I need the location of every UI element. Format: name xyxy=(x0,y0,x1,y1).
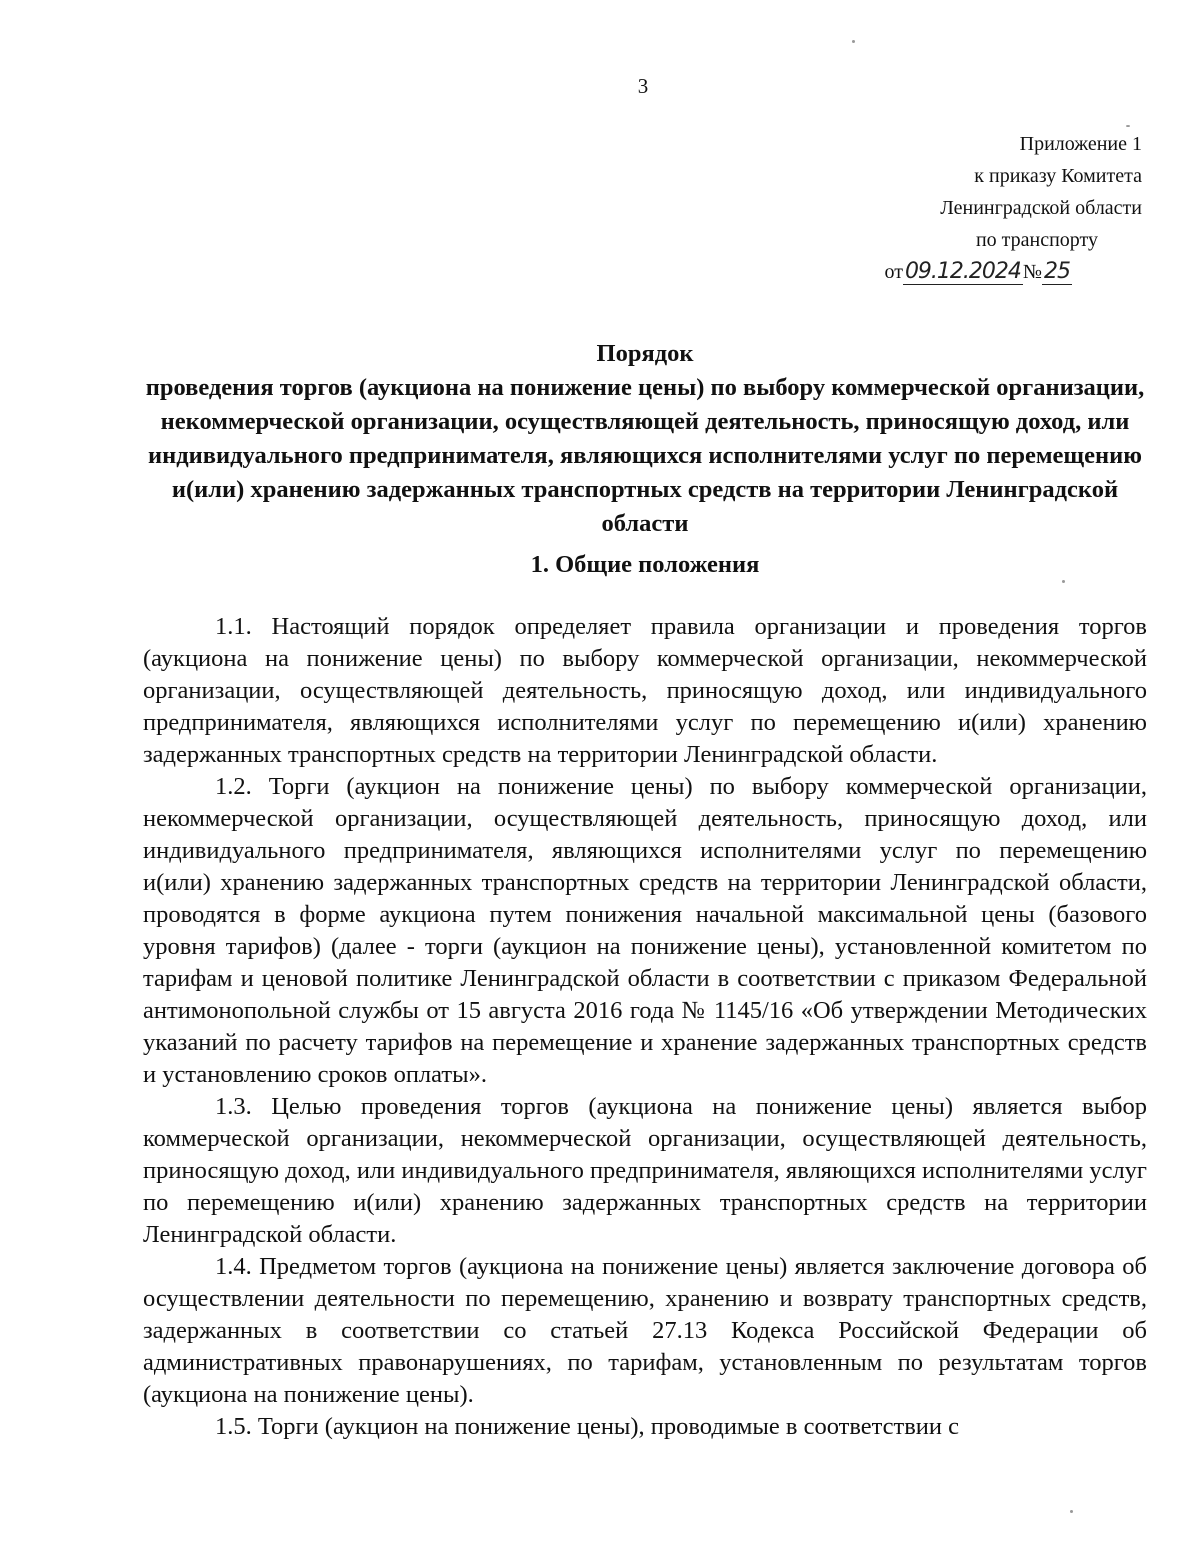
order-date-number xyxy=(884,256,1142,288)
title-subtitle: проведения торгов (аукциона на понижение цены) по выбору коммерческой организации, некоммерческой организации, осуществляющей деятельность, приносящую доход, или индивидуального предпринимателя, являющихся исполнителями услуг по перемещению и(или) хранению задержанных транспортных средств на территории Ленинградской области xyxy=(145,374,1145,537)
appendix-line-1: Приложение 1 xyxy=(1019,133,1142,155)
appendix-line-3: Ленинградской области xyxy=(940,197,1142,219)
paragraph-1-4: 1.4. Предметом торгов (аукциона на понижение цены) является заключение договора об осуществлении деятельности по перемещению, хранению и возврату транспортных средств, задержанных в соответствии со статьей 27.13 Кодекса Российской Федерации об административных правонарушениях, по тарифам, установленным по результатам торгов (аукциона на понижение цены). xyxy=(143,1253,1147,1408)
scan-speck xyxy=(852,40,855,43)
appendix-line-4: по транспорту xyxy=(975,229,1098,251)
handwritten-number: 25 xyxy=(1044,259,1070,284)
order-line xyxy=(884,256,1072,288)
paragraph-1-2: 1.2. Торги (аукцион на понижение цены) по выбору коммерческой организации, некоммерческой организации, осуществляющей деятельность, приносящую доход, или индивидуального предпринимателя, являющихся исполнителями услуг по перемещению и(или) хранению задержанных транспортных средств на территории Ленинградской области, проводятся в форме аукциона путем понижения начальной максимальной цены (базового уровня тарифов) (далее - торги (аукцион на понижение цены), установленной комитетом по тарифам и ценовой политике Ленинградской области в соответствии с приказом Федеральной антимонопольной службы от 15 августа 2016 года № 1145/16 «Об утверждении Методических указаний по расчету тарифов на перемещение и хранение задержанных транспортных средств и установлению сроков оплаты». xyxy=(143,773,1147,1088)
section-title: 1. Общие положения xyxy=(530,551,760,578)
appendix-line-2: к приказу Комитета xyxy=(974,165,1142,187)
number-label: № xyxy=(1022,261,1042,283)
page-number: 3 xyxy=(637,74,649,98)
title-heading: Порядок xyxy=(596,340,694,367)
document-title xyxy=(140,337,1150,541)
paragraph-1-3: 1.3. Целью проведения торгов (аукциона на понижение цены) является выбор коммерческой организации, некоммерческой организации, осуществляющей деятельность, приносящую доход, или индивидуального предпринимателя, являющихся исполнителями услуг по перемещению и(или) хранению задержанных транспортных средств на территории Ленинградской области. xyxy=(143,1093,1147,1248)
paragraph-1-1: 1.1. Настоящий порядок определяет правила организации и проведения торгов (аукциона на понижение цены) по выбору коммерческой организации, некоммерческой организации, осуществляющей деятельность, приносящую доход, или индивидуального предпринимателя, являющихся исполнителями услуг по перемещению и(или) хранению задержанных транспортных средств на территории Ленинградской области. xyxy=(143,613,1147,768)
from-label: от xyxy=(884,261,903,283)
scan-speck xyxy=(1126,125,1130,127)
document-body xyxy=(143,611,1147,1443)
handwritten-date: 09.12.2024 xyxy=(904,259,1021,284)
paragraph-1-5: 1.5. Торги (аукцион на понижение цены), проводимые в соответствии с xyxy=(215,1413,960,1440)
scan-speck xyxy=(1070,1510,1073,1513)
appendix-header xyxy=(884,128,1142,288)
scan-speck xyxy=(1062,580,1065,583)
